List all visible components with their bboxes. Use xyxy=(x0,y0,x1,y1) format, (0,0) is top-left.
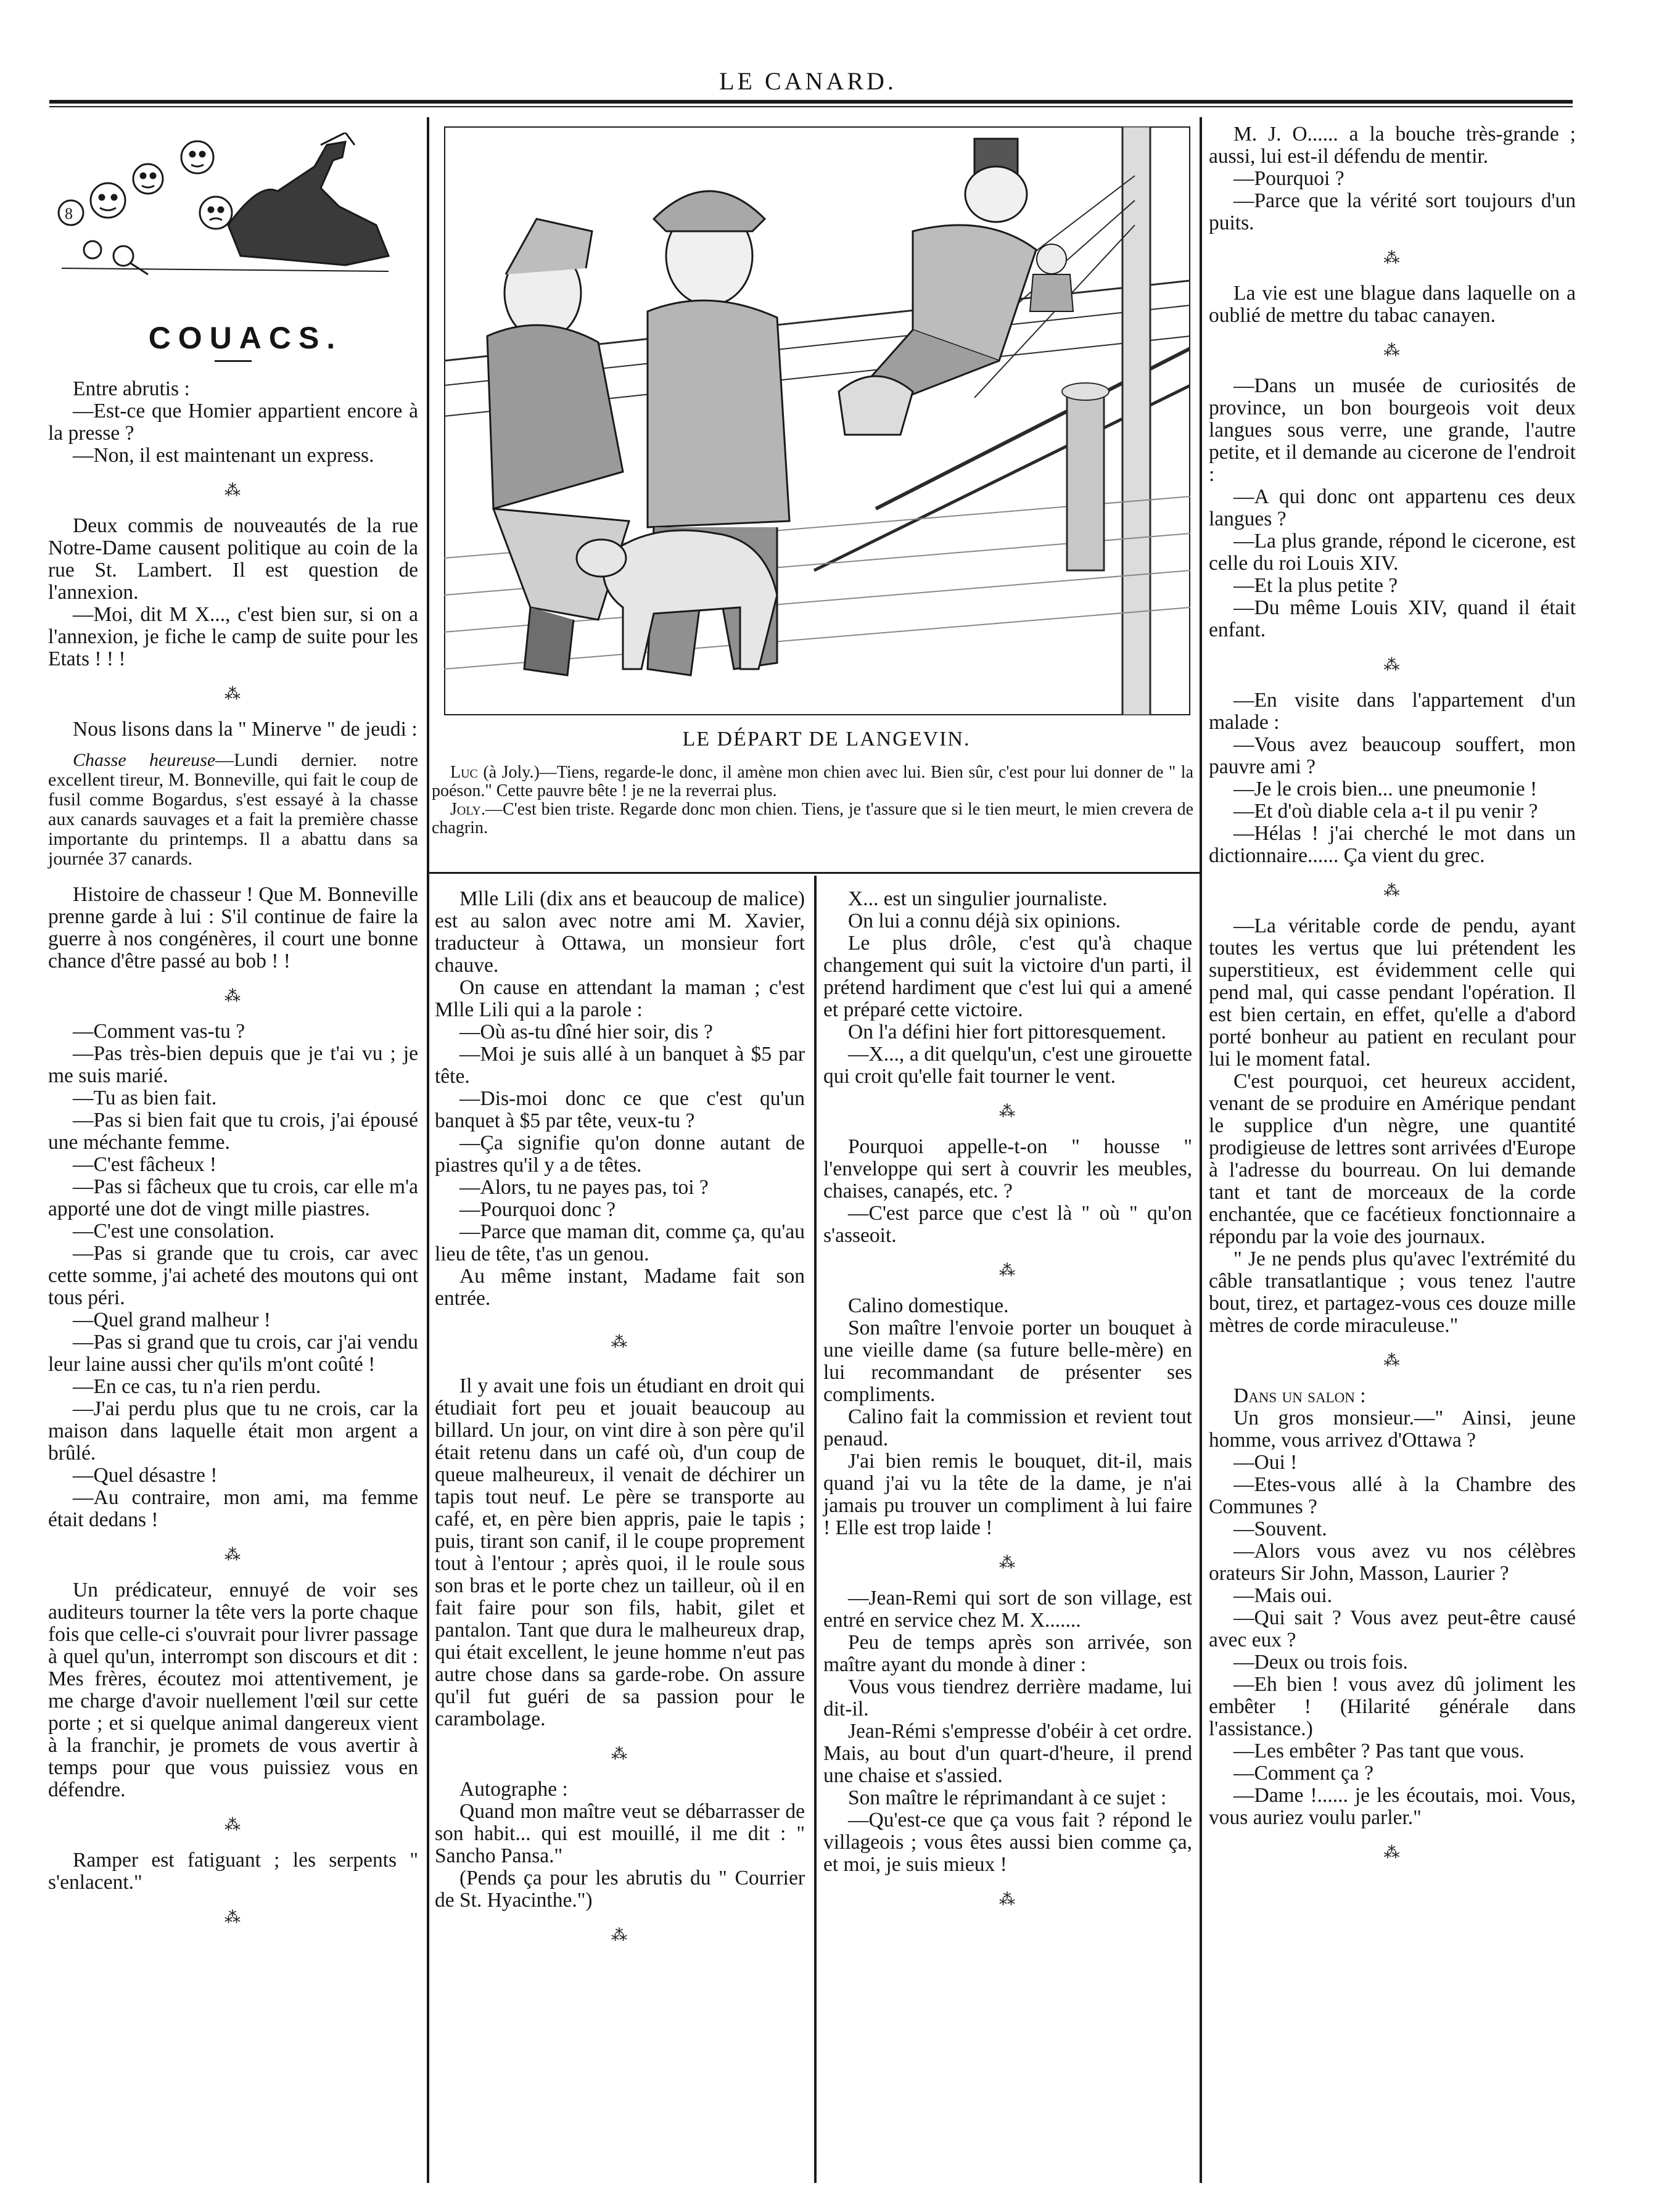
dialogue-line: —Quel grand malheur ! xyxy=(73,1309,271,1331)
paragraph: —Hélas ! j'ai cherché le mot dans un dictionnaire...... Ça vient du grec. xyxy=(1209,822,1576,867)
separator: ⁂ xyxy=(1383,882,1401,900)
header-rule-thin xyxy=(49,106,1573,107)
engraving-illustration xyxy=(444,126,1190,715)
dialogue-line: —Comment vas-tu ? xyxy=(73,1020,245,1043)
couacs-vignette xyxy=(56,133,401,281)
speaker-joly: Joly. xyxy=(450,800,485,819)
paragraph: —Comment ça ? xyxy=(1233,1762,1373,1785)
paragraph: On cause en attendant la maman ; c'est Mlle Lili qui a la parole : xyxy=(435,976,805,1021)
paragraph: —Dame !...... je les écoutais, moi. Vous, vous auriez voulu parler." xyxy=(1209,1784,1576,1829)
paragraph: Calino fait la commission et revient tout penaud. xyxy=(823,1405,1192,1450)
paragraph: Il y avait une fois un étudiant en droit qui étudiait fort peu et jouait beaucoup au billard. Un jour, on vint dire à son père qu'il était retenu dans un café où, d'un coup de queue malheureux, il venait de déchirer un tapis tout neuf. Le père se transporte au café, et, en père bien appris, paie le tapis ; puis, tirant son canif, il le coupe proprement tout à l'entour ; après quoi, il le roule sous son bras et le porte chez un tailleur, où il en fait faire pour son fils, habit, gilet et pantalon. Tant que dura le malheureux drap, qui était excellent, le jeune homme n'eut pas autre chose dans sa garde-robe. On assure qu'il fut guéri de sa passion pour le carambolage. xyxy=(435,1375,805,1730)
illustration-bottom-rule xyxy=(429,872,1200,874)
caption-luc xyxy=(432,763,1193,800)
caption-luc-text: (à Joly.)—Tiens, regarde-le donc, il amène mon chien avec lui. Bien sûr, c'est pour lui donner de " la poéson." Cette pauvre bête ! je ne la reverrai plus. xyxy=(432,763,1194,800)
dialogue-line: —C'est une consolation. xyxy=(73,1220,275,1243)
paragraph: Mlle Lili (dix ans et beaucoup de malice) est au salon avec notre ami M. Xavier, traducteur à Ottawa, un monsieur fort chauve. xyxy=(435,887,805,977)
paragraph: Quand mon maître veut se débarrasser de son habit... qui est mouillé, il me dit : " Sancho Pansa." xyxy=(435,1800,805,1867)
paragraph: —Parce que la vérité sort toujours d'un puits. xyxy=(1209,189,1576,234)
speaker-luc: Luc xyxy=(450,763,478,782)
paragraph: Nous lisons dans la " Minerve " de jeudi : xyxy=(73,718,418,741)
separator: ⁂ xyxy=(999,1262,1016,1280)
separator: ⁂ xyxy=(224,1546,242,1564)
dialogue-line: —Pas si grande que tu crois, car avec cette somme, j'ai acheté des moutons qui ont tous péri. xyxy=(48,1242,418,1309)
paragraph: On l'a défini hier fort pittoresquement. xyxy=(848,1021,1166,1043)
column-rule-1 xyxy=(427,117,429,2183)
column-4 xyxy=(1209,123,1576,1877)
paragraph: —Deux ou trois fois. xyxy=(1233,1651,1408,1674)
separator: ⁂ xyxy=(224,482,242,499)
paragraph: —Pourquoi ? xyxy=(1233,167,1344,190)
paragraph: —Mais oui. xyxy=(1233,1584,1333,1607)
paragraph: —Est-ce que Homier appartient encore à la presse ? xyxy=(48,400,418,445)
separator: ⁂ xyxy=(224,685,242,703)
paragraph: —En visite dans l'appartement d'un malade : xyxy=(1209,689,1576,734)
paragraph: —La plus grande, répond le cicerone, est celle du roi Louis XIV. xyxy=(1209,530,1576,575)
paragraph: Jean-Rémi s'empresse d'obéir à cet ordre. Mais, au bout d'un quart-d'heure, il prend une chaise et s'assied. xyxy=(823,1720,1192,1787)
paragraph: —Qu'est-ce que ça vous fait ? répond le villageois ; vous êtes aussi bien comme ça, et moi, je suis mieux ! xyxy=(823,1809,1192,1876)
paragraph: Son maître l'envoie porter un bouquet à une vieille dame (sa future belle-mère) en lui recommandant de présenter ses compliments. xyxy=(823,1317,1192,1406)
paragraph: On lui a connu déjà six opinions. xyxy=(848,910,1121,932)
header-rule xyxy=(49,100,1573,104)
separator: ⁂ xyxy=(999,1103,1016,1120)
column-2 xyxy=(435,888,805,1960)
paragraph: —Non, il est maintenant un express. xyxy=(73,444,374,467)
separator: ⁂ xyxy=(224,1909,242,1926)
paragraph: Autographe : xyxy=(459,1778,568,1801)
paragraph: —X..., a dit quelqu'un, c'est une girouette qui croit qu'elle fait tourner le vent. xyxy=(823,1043,1192,1088)
separator: ⁂ xyxy=(224,1816,242,1834)
paragraph: La vie est une blague dans laquelle on a oublié de mettre du tabac canayen. xyxy=(1209,282,1576,327)
paragraph: Ramper est fatiguant ; les serpents " s'enlacent." xyxy=(48,1849,418,1894)
column-3 xyxy=(823,888,1192,1924)
paragraph: —Alors vous avez vu nos célèbres orateurs Sir John, Masson, Laurier ? xyxy=(1209,1540,1576,1585)
paragraph: Un prédicateur, ennuyé de voir ses auditeurs tourner la tête vers la porte chaque fois que celle-ci s'ouvrait pour livrer passage à quel qu'un, interrompt son discours et dit : Mes frères, écoutez moi attentivement, je me charge d'avoir nuellement l'œil sur cette porte ; et si quelque animal dangereux vient à la franchir, je promets de vous avertir à temps pour que vous puissiez vous en défendre. xyxy=(48,1579,418,1801)
paragraph: Son maître le réprimandant à ce sujet : xyxy=(848,1786,1167,1809)
newspaper-header: LE CANARD. xyxy=(719,67,897,95)
paragraph: C'est pourquoi, cet heureux accident, venant de se produire en Amérique pendant le supplice d'un nègre, une quantité prodigieuse de lettres sont arrivées d'Europe à l'adresse du bourreau. On lui demande tant et tant de morceaux de la corde enchantée, que ce facétieux fonctionnaire a répondu par la voie des journaux. xyxy=(1209,1070,1576,1248)
paragraph: —Pourquoi donc ? xyxy=(459,1198,616,1221)
paragraph: —Moi je suis allé à un banquet à $5 par tête. xyxy=(435,1043,805,1088)
column-rule-3 xyxy=(814,876,817,2183)
column-1 xyxy=(48,321,419,1942)
paragraph: Histoire de chasseur ! Que M. Bonneville prenne garde à lui : S'il continue de faire la guerre à nos congénères, il court une bonne chance d'être passé au bob ! ! xyxy=(48,883,418,972)
title-rule xyxy=(215,360,252,362)
quote-title: Chasse heureuse xyxy=(73,750,216,770)
separator: ⁂ xyxy=(1383,1352,1401,1370)
separator: ⁂ xyxy=(611,1926,628,1944)
separator: ⁂ xyxy=(1383,249,1401,267)
column-rule-2 xyxy=(1200,117,1202,2183)
caption-joly-text: —C'est bien triste. Regarde donc mon chien. Tiens, je t'assure que si le tien meurt, le mien crevera de chagrin. xyxy=(432,800,1193,837)
quoted-paragraph xyxy=(48,750,418,869)
paragraph: Entre abrutis : xyxy=(73,377,190,400)
paragraph: —A qui donc ont appartenu ces deux langues ? xyxy=(1209,485,1576,530)
paragraph: —La véritable corde de pendu, ayant toutes les vertus que lui prétendent les superstitieux, est évidemment celle qui pend mal, qui casse pendant l'opération. Il est bien certain, en effet, qu'elle a d'abord porté bonheur au patient en reculant pour lui le moment fatal. xyxy=(1209,914,1576,1071)
separator: ⁂ xyxy=(999,1554,1016,1572)
paragraph: —Je le crois bien... une pneumonie ! xyxy=(1233,778,1538,800)
paragraph: (Pends ça pour les abrutis du " Courrier de St. Hyacinthe.") xyxy=(435,1867,805,1912)
paragraph: —Où as-tu dîné hier soir, dis ? xyxy=(459,1021,713,1043)
paragraph: —Dans un musée de curiosités de province, un bon bourgeois voit deux langues sous verre, une grande, l'autre petite, et il demande au cicerone de l'endroit : xyxy=(1209,374,1576,486)
dialogue-line: —En ce cas, tu n'a rien perdu. xyxy=(73,1375,321,1398)
paragraph: —Eh bien ! vous avez dû joliment les embêter ! (Hilarité générale dans l'assistance.) xyxy=(1209,1673,1576,1740)
paragraph: Le plus drôle, c'est qu'à chaque changement qui suit la victoire d'un parti, il prétend hardiment que c'est lui qui a amené et préparé cette victoire. xyxy=(823,932,1192,1021)
paragraph: Pourquoi appelle-t-on " housse " l'enveloppe qui sert à couvrir les meubles, chaises, canapés, etc. ? xyxy=(823,1135,1192,1202)
paragraph: Vous vous tiendrez derrière madame, lui dit-il. xyxy=(823,1675,1192,1720)
paragraph: —Oui ! xyxy=(1233,1451,1298,1474)
paragraph: X... est un singulier journaliste. xyxy=(848,887,1108,910)
dialogue-line: —J'ai perdu plus que tu ne crois, car la maison dans laquelle était mon argent a brûlé. xyxy=(48,1397,418,1465)
separator: ⁂ xyxy=(224,987,242,1005)
paragraph: —Jean-Remi qui sort de son village, est entré en service chez M. X....... xyxy=(823,1587,1192,1632)
svg-text:8: 8 xyxy=(65,205,73,223)
separator: ⁂ xyxy=(1383,342,1401,360)
paragraph: Deux commis de nouveautés de la rue Notre-Dame causent politique au coin de la rue St. Lambert. Il est question de l'annexion. xyxy=(48,514,418,604)
separator: ⁂ xyxy=(611,1333,628,1351)
paragraph: Calino domestique. xyxy=(848,1294,1009,1317)
section-title: COUACS. xyxy=(148,321,343,355)
illustration-caption xyxy=(432,763,1193,837)
paragraph: —Et la plus petite ? xyxy=(1233,574,1398,597)
paragraph: —Souvent. xyxy=(1233,1518,1327,1540)
paragraph: —Moi, dit M X..., c'est bien sur, si on a l'annexion, je fiche le camp de suite pour les Etats ! ! ! xyxy=(48,603,418,670)
paragraph: —Vous avez beaucoup souffert, mon pauvre ami ? xyxy=(1209,733,1576,778)
separator: ⁂ xyxy=(1383,656,1401,674)
illustration-title: LE DÉPART DE LANGEVIN. xyxy=(682,728,971,750)
paragraph: —Du même Louis XIV, quand il était enfant. xyxy=(1209,596,1576,641)
paragraph: J'ai bien remis le bouquet, dit-il, mais quand j'ai vu la tête de la dame, je n'ai jamais pu trouver un compliment à lui faire ! Elle est trop laide ! xyxy=(823,1450,1192,1539)
paragraph: Au même instant, Madame fait son entrée. xyxy=(435,1265,805,1310)
separator: ⁂ xyxy=(611,1745,628,1763)
paragraph: —Etes-vous allé à la Chambre des Communes ? xyxy=(1209,1473,1576,1518)
caption-joly xyxy=(432,800,1193,837)
dialogue-line: —Au contraire, mon ami, ma femme était dedans ! xyxy=(48,1486,418,1531)
separator: ⁂ xyxy=(999,1891,1016,1909)
paragraph: Peu de temps après son arrivée, son maître ayant du monde à diner : xyxy=(823,1631,1192,1676)
section-heading: Dans un salon : xyxy=(1233,1384,1366,1407)
quote-text: —Lundi dernier. notre excellent tireur, M. Bonneville, qui fait le coup de fusil comme Bogardus, s'est essayé à la chasse aux canards sauvages et a fait la première chasse importante du printemps. Il a abattu dans sa journée 37 canards. xyxy=(48,750,419,869)
paragraph: —Alors, tu ne payes pas, toi ? xyxy=(459,1176,709,1199)
dialogue-line: —Pas très-bien depuis que je t'ai vu ; je me suis marié. xyxy=(48,1042,418,1087)
paragraph: M. J. O...... a la bouche très-grande ; aussi, lui est-il défendu de mentir. xyxy=(1209,123,1576,168)
paragraph: —Les embêter ? Pas tant que vous. xyxy=(1233,1740,1525,1762)
paragraph: —Ça signifie qu'on donne autant de piastres qu'il y a de têtes. xyxy=(435,1132,805,1177)
dialogue-line: —Pas si grand que tu crois, car j'ai vendu leur laine aussi cher qu'ils m'ont coûté ! xyxy=(48,1331,418,1376)
paragraph: —Et d'où diable cela a-t il pu venir ? xyxy=(1233,800,1538,823)
paragraph: —C'est parce que c'est là " où " qu'on s'asseoit. xyxy=(823,1202,1192,1247)
paragraph: Un gros monsieur.—" Ainsi, jeune homme, vous arrivez d'Ottawa ? xyxy=(1209,1407,1576,1452)
dialogue-line: —Quel désastre ! xyxy=(73,1464,218,1487)
paragraph: —Dis-moi donc ce que c'est qu'un banquet à $5 par tête, veux-tu ? xyxy=(435,1087,805,1132)
dialogue-line: —Tu as bien fait. xyxy=(73,1087,217,1109)
dialogue-line: —C'est fâcheux ! xyxy=(73,1153,217,1176)
dialogue-line: —Pas si bien fait que tu crois, j'ai épousé une méchante femme. xyxy=(48,1109,418,1154)
paragraph: —Parce que maman dit, comme ça, qu'au lieu de tête, t'as un genou. xyxy=(435,1220,805,1265)
separator: ⁂ xyxy=(1383,1844,1401,1862)
paragraph: " Je ne pends plus qu'avec l'extrémité du câble transatlantique ; vous tenez l'autre bout, tirez, et partagez-vous ces douze mille mètres de corde miraculeuse." xyxy=(1209,1247,1576,1337)
paragraph: —Qui sait ? Vous avez peut-être causé avec eux ? xyxy=(1209,1606,1576,1651)
dialogue-line: —Pas si fâcheux que tu crois, car elle m'a apporté une dot de vingt mille piastres. xyxy=(48,1175,418,1220)
